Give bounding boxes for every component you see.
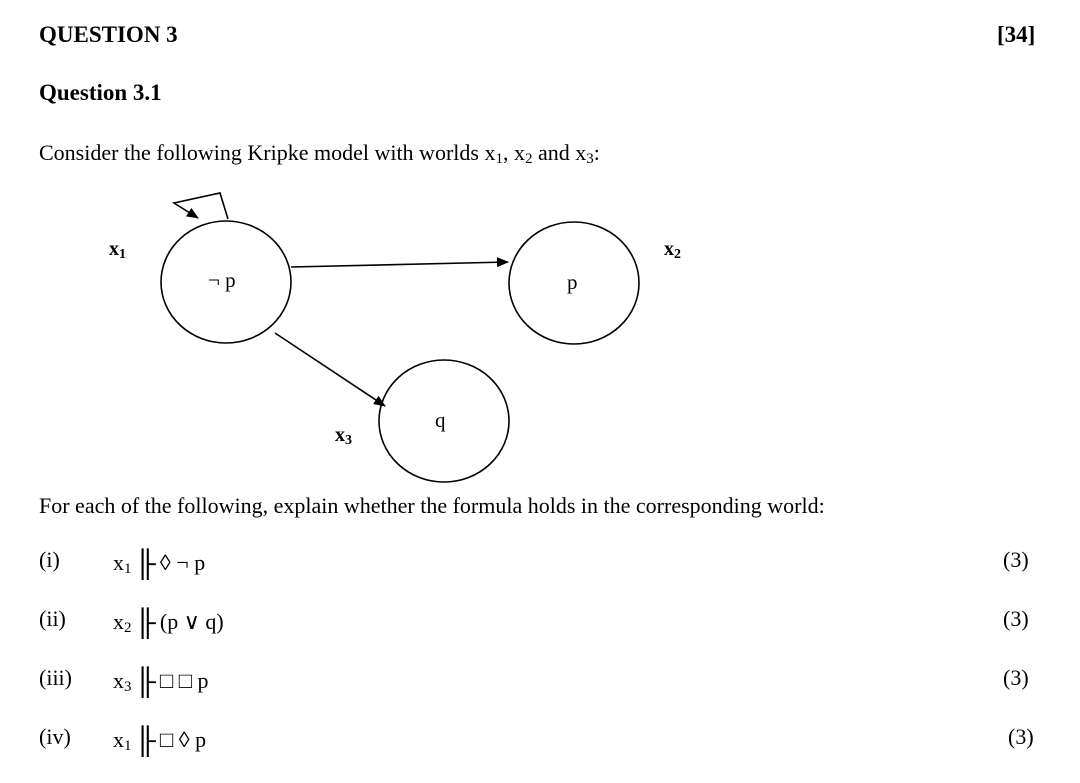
valuation-x2: p — [567, 270, 578, 294]
instruction-text: For each of the following, explain whether the formula holds in the corresponding world: — [39, 493, 825, 518]
forces-symbol: ╟ — [134, 726, 156, 755]
question-title: QUESTION 3 — [39, 22, 178, 47]
relation-x1-x2 — [291, 262, 508, 267]
question-marks: (3) — [1003, 547, 1029, 572]
question-marks: (3) — [1003, 665, 1029, 690]
valuation-x3: q — [435, 408, 446, 432]
section-title: Question 3.1 — [39, 80, 162, 105]
intro-text: Consider the following Kripke model with worlds $x_1$, $x_2$ and $x_3$: — [39, 140, 600, 167]
question-formula: $x_3$ ╟ □ □ p — [113, 667, 209, 696]
world-label-x2: $x_2$ — [664, 238, 681, 262]
intro-before: Consider the following Kripke model with worlds — [39, 140, 485, 165]
intro-world-2: $x_2$ — [513, 140, 533, 167]
question-number: (i) — [39, 547, 60, 572]
reflexive-loop-x1 — [174, 193, 228, 219]
question-formula: $x_2$ ╟ (p ∨ q) — [113, 608, 224, 637]
forces-symbol: ╟ — [134, 549, 156, 578]
question-formula: $x_1$ ╟ ◊ ¬ p — [113, 549, 206, 578]
question-marks: (3) — [1008, 724, 1034, 749]
intro-world-1: $x_1$ — [484, 140, 503, 167]
question-formula: $x_1$ ╟ □ ◊ p — [113, 726, 207, 755]
relation-x1-x3 — [275, 333, 385, 406]
total-marks: [34] — [997, 22, 1036, 47]
question-number: (iv) — [39, 724, 71, 749]
valuation-x1: ¬ p — [208, 268, 236, 292]
forces-symbol: ╟ — [134, 608, 156, 637]
intro-world-3: $x_3$ — [575, 140, 594, 167]
question-number: (iii) — [39, 665, 72, 690]
question-marks: (3) — [1003, 606, 1029, 631]
question-number: (ii) — [39, 606, 66, 631]
world-label-x3: $x_3$ — [335, 424, 352, 448]
world-label-x1: $x_1$ — [109, 238, 126, 262]
forces-symbol: ╟ — [134, 667, 156, 696]
